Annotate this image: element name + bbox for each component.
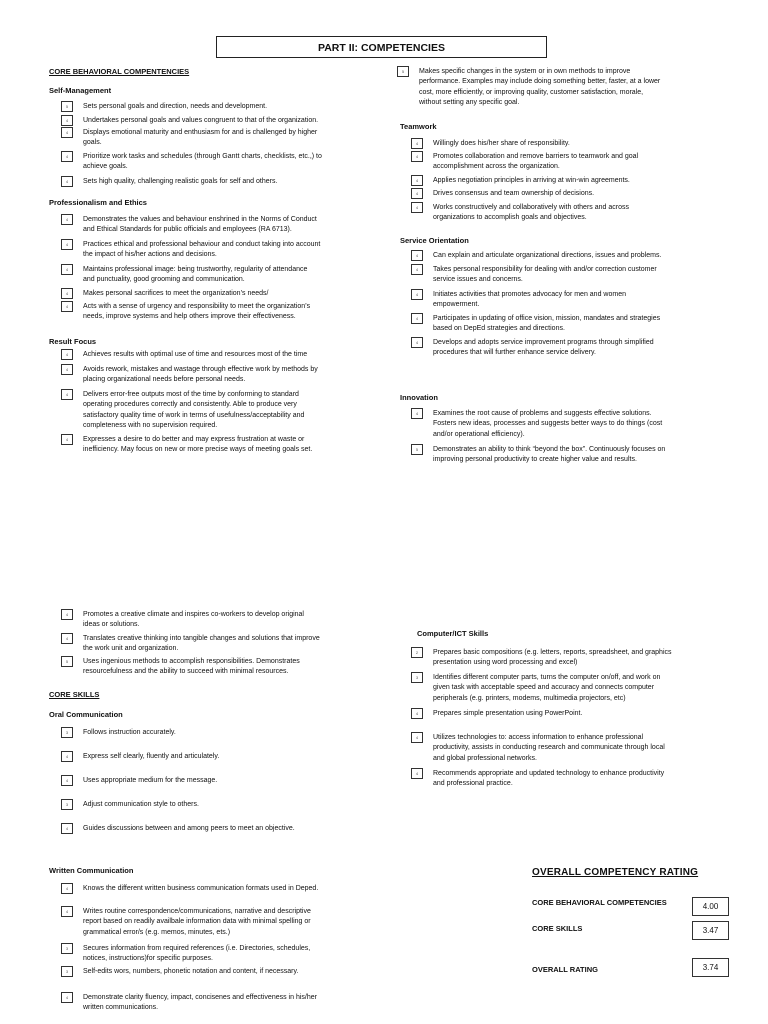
self-management-title: Self-Management xyxy=(49,86,112,95)
overall-rating-value: 3.74 xyxy=(692,958,729,977)
item-text-line: inefficiency. May focus on new or more precise ways of meeting goals set. xyxy=(83,446,313,454)
item-text-line: Demonstrate clarity fluency, impact, concisenes and effectiveness in his/her xyxy=(83,994,317,1001)
item-text-line: Promotes a creative climate and inspires co-workers to develop original xyxy=(83,611,304,618)
rating-box: 4 xyxy=(61,239,73,250)
item-text-line: Initiates activities that promotes advocacy for men and women xyxy=(433,291,626,298)
rating-box: 4 xyxy=(61,151,73,162)
item-text xyxy=(83,824,295,834)
item-text xyxy=(433,769,664,790)
rating-box: 4 xyxy=(411,175,423,186)
item-text-line: Guides discussions between and among peers to meet an objective. xyxy=(83,825,295,832)
item-text xyxy=(83,800,199,810)
item-text-line: presentation using word processing and excel) xyxy=(433,659,578,667)
rating-box: 4 xyxy=(61,349,73,360)
rating-box: 3 xyxy=(61,799,73,810)
item-text-line: Avoids rework, mistakes and wastage through effective work by methods by xyxy=(83,366,318,373)
page-title: PART II: COMPETENCIES xyxy=(216,36,547,58)
item-text xyxy=(83,128,317,149)
item-text-line: Participates in updating of office vision, mission, mandates and strategies xyxy=(433,315,661,322)
item-text xyxy=(433,445,665,466)
item-text xyxy=(83,302,310,323)
rating-box: 4 xyxy=(411,202,423,213)
item-text-line: and Ethical Standards for public officials and employees (RA 6713). xyxy=(83,226,292,234)
rating-box: 4 xyxy=(411,138,423,149)
item-text-line: placing organizational needs before personal needs. xyxy=(83,376,246,384)
core-behavioral-rating-label: CORE BEHAVIORAL COMPETENCIES xyxy=(532,898,667,907)
item-text-line: report based on readily availbale information data with minimal spelling or xyxy=(83,918,311,926)
rating-box: 2 xyxy=(411,647,423,658)
overall-rating-label: OVERALL RATING xyxy=(532,965,598,974)
item-text-line: notices, instructions)for specific purposes. xyxy=(83,955,213,963)
item-text xyxy=(433,290,626,311)
item-text-line: Expresses a desire to do better and may express frustration at waste or xyxy=(83,436,305,443)
item-text-line: Translates creative thinking into tangible changes and solutions that improve xyxy=(83,635,320,642)
item-text xyxy=(83,116,318,126)
item-text-line: peripherals (e.g. printers, modems, multimedia projectors, etc) xyxy=(433,694,626,702)
rating-box: 4 xyxy=(61,389,73,400)
oral-communication-title: Oral Communication xyxy=(49,710,123,719)
overall-rating-title: OVERALL COMPETENCY RATING xyxy=(532,867,699,878)
item-text-line: Can explain and articulate organizational directions, issues and problems. xyxy=(433,252,662,259)
rating-box: 4 xyxy=(61,906,73,917)
result-focus-title: Result Focus xyxy=(49,337,97,346)
item-text-line: and punctuality, good grooming and communication. xyxy=(83,276,245,284)
item-text-line: Drives consensus and team ownership of decisions. xyxy=(433,190,595,197)
written-communication-title: Written Communication xyxy=(49,866,134,875)
item-text xyxy=(83,265,307,286)
item-text-line: Sets high quality, challenging realistic goals for self and others. xyxy=(83,178,278,185)
item-text-line: grammatical error/s (e.g. memos, minutes, ets.) xyxy=(83,928,231,936)
rating-box: 3 xyxy=(61,966,73,977)
item-text-line: the impact of his/her actions and decisions. xyxy=(83,251,217,259)
item-text-line: procedures that will further enhance service delivery. xyxy=(433,349,596,357)
item-text xyxy=(83,240,320,261)
rating-box: 4 xyxy=(411,250,423,261)
core-skills-heading: CORE SKILLS xyxy=(49,690,100,699)
innovation-title: Innovation xyxy=(400,393,438,402)
rating-box: 4 xyxy=(411,188,423,199)
item-text-line: Sets personal goals and direction, needs and development. xyxy=(83,103,268,110)
item-text xyxy=(433,338,654,359)
rating-box: 4 xyxy=(61,127,73,138)
item-text xyxy=(83,634,320,655)
item-text xyxy=(433,189,594,199)
rating-box: 4 xyxy=(411,151,423,162)
item-text-line: Adjust communication style to others. xyxy=(83,801,199,808)
rating-box: 4 xyxy=(61,883,73,894)
rating-box: 4 xyxy=(411,732,423,743)
rating-box: 5 xyxy=(397,66,409,77)
item-text xyxy=(433,409,662,440)
item-text-line: operating procedures correctly and consistently. Able to produce very xyxy=(83,401,297,409)
rating-box: 4 xyxy=(411,264,423,275)
item-text-line: based on DepEd strategies and directions. xyxy=(433,325,565,333)
item-text xyxy=(433,314,660,335)
item-text-line: Maintains professional image: being trustworthy, regularity of attendance xyxy=(83,266,308,273)
item-text xyxy=(83,215,317,236)
item-text-line: written communications. xyxy=(83,1004,159,1012)
rating-box: 5 xyxy=(61,101,73,112)
rating-box: 4 xyxy=(61,264,73,275)
item-text xyxy=(83,350,307,360)
computer-ict-title: Computer/ICT Skills xyxy=(417,629,489,638)
item-text xyxy=(83,993,317,1014)
item-text-line: Prioritize work tasks and schedules (through Gantt charts, checklists, etc.,) to xyxy=(83,153,322,160)
item-text-line: empowerment. xyxy=(433,301,480,309)
item-text-line: Applies negotiation principles in arriving at win-win agreements. xyxy=(433,177,630,184)
item-text-line: Promotes collaboration and remove barriers to teamwork and goal xyxy=(433,153,639,160)
item-text-line: Makes personal sacrifices to meet the organization’s needs/ xyxy=(83,290,269,297)
item-text-line: Delivers error-free outputs most of the time by conforming to standard xyxy=(83,391,299,398)
rating-box: 4 xyxy=(61,434,73,445)
rating-box: 4 xyxy=(61,775,73,786)
item-text-line: Achieves results with optimal use of time and resources most of the time xyxy=(83,351,308,358)
item-text-line: accomplishment across the organization. xyxy=(433,163,560,171)
rating-box: 4 xyxy=(411,708,423,719)
rating-box: 4 xyxy=(61,214,73,225)
item-text-line: and global professional networks. xyxy=(433,754,537,762)
rating-box: 4 xyxy=(411,289,423,300)
item-text-line: without setting any specific goal. xyxy=(419,98,520,106)
item-text-line: Willingly does his/her share of responsibility. xyxy=(433,140,570,147)
item-text-line: Secures information from required references (i.e. Directories, schedules, xyxy=(83,945,311,952)
item-text-line: Follows instruction accurately. xyxy=(83,729,176,736)
item-text xyxy=(419,67,660,108)
item-text xyxy=(433,251,661,261)
item-text xyxy=(433,673,660,704)
rating-box: 4 xyxy=(61,633,73,644)
core-behavioral-heading: CORE BEHAVIORAL COMPENTENCIES xyxy=(49,67,190,76)
item-text-line: performance. Examples may include doing something better, faster, at a lower xyxy=(419,78,661,86)
item-text xyxy=(433,733,665,764)
item-text xyxy=(433,203,629,224)
rating-box: 5 xyxy=(61,656,73,667)
item-text-line: resourcefulness and the ability to succeed with minimal resources. xyxy=(83,668,289,676)
item-text xyxy=(83,967,298,977)
rating-box: 4 xyxy=(411,313,423,324)
item-text-line: Uses appropriate medium for the message. xyxy=(83,777,218,784)
item-text xyxy=(83,435,312,456)
item-text-line: Express self clearly, fluently and articulately. xyxy=(83,753,220,760)
item-text-line: Recommends appropriate and updated technology to enhance productivity xyxy=(433,770,665,777)
item-text xyxy=(83,390,304,431)
item-text xyxy=(433,265,657,286)
item-text xyxy=(433,648,672,669)
rating-box: 3 xyxy=(411,672,423,683)
item-text-line: improving personal productivity to create higher value and results. xyxy=(433,456,637,464)
item-text-line: Knows the different written business communication formats used in Deped. xyxy=(83,885,319,892)
item-text-line: Acts with a sense of urgency and responsibility to meet the organization’s xyxy=(83,303,311,310)
rating-box: 5 xyxy=(411,444,423,455)
item-text-line: cost, more efficiently, or improving quality, customer satisfaction, morale, xyxy=(419,88,644,96)
item-text-line: goals. xyxy=(83,139,102,147)
rating-box: 4 xyxy=(61,364,73,375)
item-text xyxy=(83,657,300,678)
rating-box: 4 xyxy=(411,337,423,348)
item-text-line: Examines the root cause of problems and suggests effective solutions. xyxy=(433,410,652,417)
core-skills-rating-value: 3.47 xyxy=(692,921,729,940)
item-text-line: Demonstrates an ability to think “beyond the box”. Continuously focuses on xyxy=(433,446,666,453)
item-text-line: Utilizes technologies to: access information to enhance professional xyxy=(433,734,644,741)
rating-box: 4 xyxy=(61,115,73,126)
core-behavioral-rating-value: 4.00 xyxy=(692,897,729,916)
item-text xyxy=(83,152,322,173)
item-text-line: completeness with no supervision required. xyxy=(83,421,218,429)
item-text-line: Makes specific changes in the system or in own methods to improve xyxy=(419,68,631,75)
item-text-line: Develops and adopts service improvement programs through simplified xyxy=(433,339,654,346)
rating-box: 4 xyxy=(411,408,423,419)
item-text-line: service issues and concerns. xyxy=(433,276,523,284)
rating-box: 4 xyxy=(61,176,73,187)
item-text-line: Self-edits wors, numbers, phonetic notation and content, if necessary. xyxy=(83,968,299,975)
item-text xyxy=(83,907,311,938)
item-text-line: Prepares basic compositions (e.g. letters, reports, spreadsheet, and graphics xyxy=(433,649,672,656)
item-text-line: satisfactory quality time of work in terms of usefulness/acceptability and xyxy=(83,411,305,419)
item-text-line: Practices ethical and professional behaviour and conduct taking into account xyxy=(83,241,321,248)
item-text-line: Undertakes personal goals and values congruent to that of the organization. xyxy=(83,117,319,124)
item-text xyxy=(83,776,217,786)
item-text-line: and/or operational efficiency). xyxy=(433,430,525,438)
item-text-line: Fosters new ideas, processes and suggests better ways to do things (cost xyxy=(433,420,663,428)
item-text-line: Takes personal responsibility for dealing with and/or correction customer xyxy=(433,266,657,273)
item-text-line: Prepares simple presentation using PowerPoint. xyxy=(433,710,583,717)
item-text xyxy=(433,176,630,186)
item-text xyxy=(83,728,176,738)
rating-box: 4 xyxy=(61,609,73,620)
rating-box: 4 xyxy=(61,751,73,762)
item-text-line: needs, improve systems and help others improve their effectiveness. xyxy=(83,313,296,321)
item-text xyxy=(83,752,219,762)
item-text xyxy=(433,709,582,719)
professionalism-title: Professionalism and Ethics xyxy=(49,198,147,207)
item-text-line: achieve goals. xyxy=(83,163,128,171)
item-text-line: Displays emotional maturity and enthusiasm for and is challenged by higher xyxy=(83,129,318,136)
item-text xyxy=(83,102,267,112)
item-text xyxy=(433,139,570,149)
rating-box: 4 xyxy=(61,288,73,299)
item-text xyxy=(83,177,277,187)
item-text-line: productivity, assists in conducting research and communicate through local xyxy=(433,744,665,752)
item-text xyxy=(83,884,318,894)
item-text xyxy=(433,152,638,173)
item-text xyxy=(83,365,318,386)
rating-box: 3 xyxy=(61,727,73,738)
item-text xyxy=(83,944,310,965)
item-text xyxy=(83,289,268,299)
teamwork-title: Teamwork xyxy=(400,122,437,131)
item-text xyxy=(83,610,304,631)
item-text-line: Demonstrates the values and behaviour enshrined in the Norms of Conduct xyxy=(83,216,317,223)
item-text-line: ideas or solutions. xyxy=(83,621,140,629)
rating-box: 3 xyxy=(61,943,73,954)
item-text-line: organizations to accomplish goals and objectives. xyxy=(433,214,587,222)
item-text-line: Uses ingenious methods to accomplish responsibilities. Demonstrates xyxy=(83,658,300,665)
service-orientation-title: Service Orientation xyxy=(400,236,469,245)
rating-box: 4 xyxy=(411,768,423,779)
item-text-line: given task with acceptable speed and accuracy and connects computer xyxy=(433,684,655,692)
item-text-line: the work unit and organization. xyxy=(83,645,179,653)
item-text-line: Writes routine correspondence/communications, narrative and descriptive xyxy=(83,908,311,915)
item-text-line: Works constructively and collaboratively with others and across xyxy=(433,204,629,211)
item-text-line: Identifies different computer parts, turns the computer on/off, and work on xyxy=(433,674,661,681)
rating-box: 4 xyxy=(61,301,73,312)
rating-box: 4 xyxy=(61,823,73,834)
item-text-line: and professional practice. xyxy=(433,780,513,788)
core-skills-rating-label: CORE SKILLS xyxy=(532,924,583,933)
rating-box: 4 xyxy=(61,992,73,1003)
